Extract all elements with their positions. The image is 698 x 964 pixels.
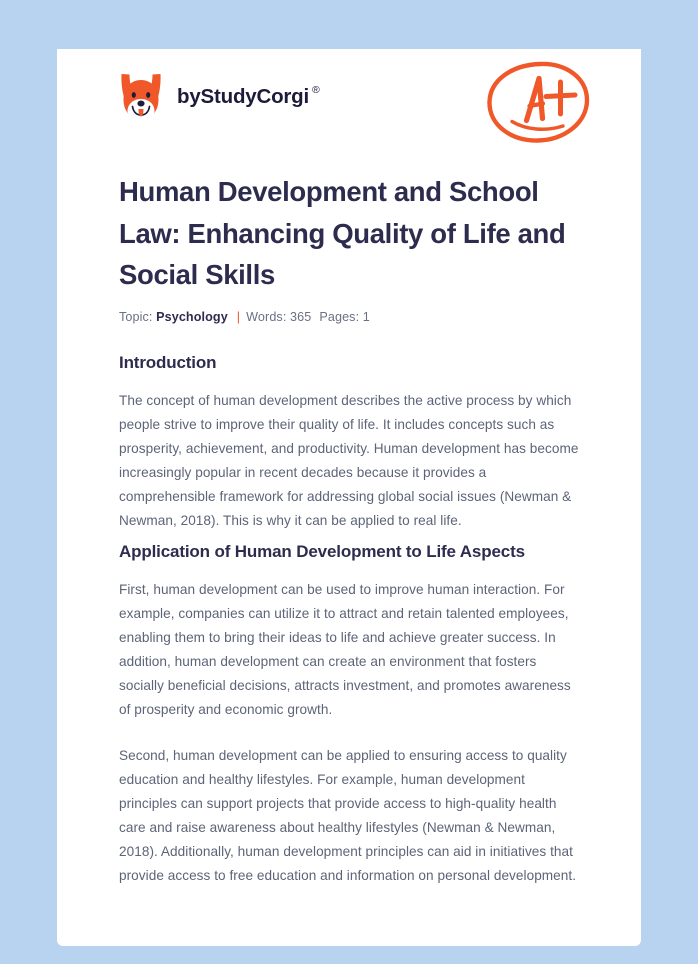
a-plus-grade-icon <box>484 58 592 146</box>
section-introduction <box>119 353 579 533</box>
corgi-face-icon <box>119 72 163 122</box>
meta-pages-label: Pages: <box>319 309 360 324</box>
meta-pages-value: 1 <box>362 309 370 324</box>
meta-words-label: Words: <box>246 309 287 324</box>
document-page <box>57 49 641 946</box>
meta-topic-value[interactable]: Psychology <box>156 309 228 324</box>
a-plus-grade-badge <box>484 58 592 146</box>
studycorgi-brand[interactable] <box>119 72 320 122</box>
document-meta <box>119 310 579 324</box>
brand-name: StudyCorgi <box>200 84 309 108</box>
meta-words-value: 365 <box>290 309 312 324</box>
body-paragraph: First, human development can be used to improve human interaction. For example, companies can utilize it to attract and retain talented employees, enabling them to bring their ideas to life and achieve greater success. In addition, human development can create an environment that fosters socially beneficial decisions, attracts investment, and promotes awareness of prosperity and economic growth. <box>119 581 571 717</box>
meta-topic-label: Topic: <box>119 309 153 324</box>
document-body <box>57 171 641 888</box>
body-paragraph: Second, human development can be applied to ensuring access to quality education and healthy lifestyles. For example, human development principles can support projects that provide access to high-quality health care and raise awareness about healthy lifestyles (Newman & Newman, 2018). Additionally, human development principles can aid in initiatives that provide access to free education and information on personal development. <box>119 747 577 883</box>
section-heading: Application of Human Development to Life Aspects <box>119 541 525 561</box>
section-application <box>119 542 579 888</box>
document-header <box>57 49 641 171</box>
brand-wordmark <box>177 83 320 108</box>
registered-trademark-icon: ® <box>312 83 320 96</box>
page-title: Human Development and School Law: Enhancing Quality of Life and Social Skills <box>119 176 566 290</box>
section-heading: Introduction <box>119 352 217 372</box>
brand-prefix: by <box>177 84 201 108</box>
body-paragraph: The concept of human development describes the active process by which people strive to improve their quality of life. It includes concepts such as prosperity, achievement, and productivity. Human development has become increasingly popular in recent decades because it provides a comprehensible framework for addressing global social issues (Newman & Newman, 2018). This is why it can be applied to real life. <box>119 392 579 528</box>
meta-separator: | <box>236 309 241 324</box>
